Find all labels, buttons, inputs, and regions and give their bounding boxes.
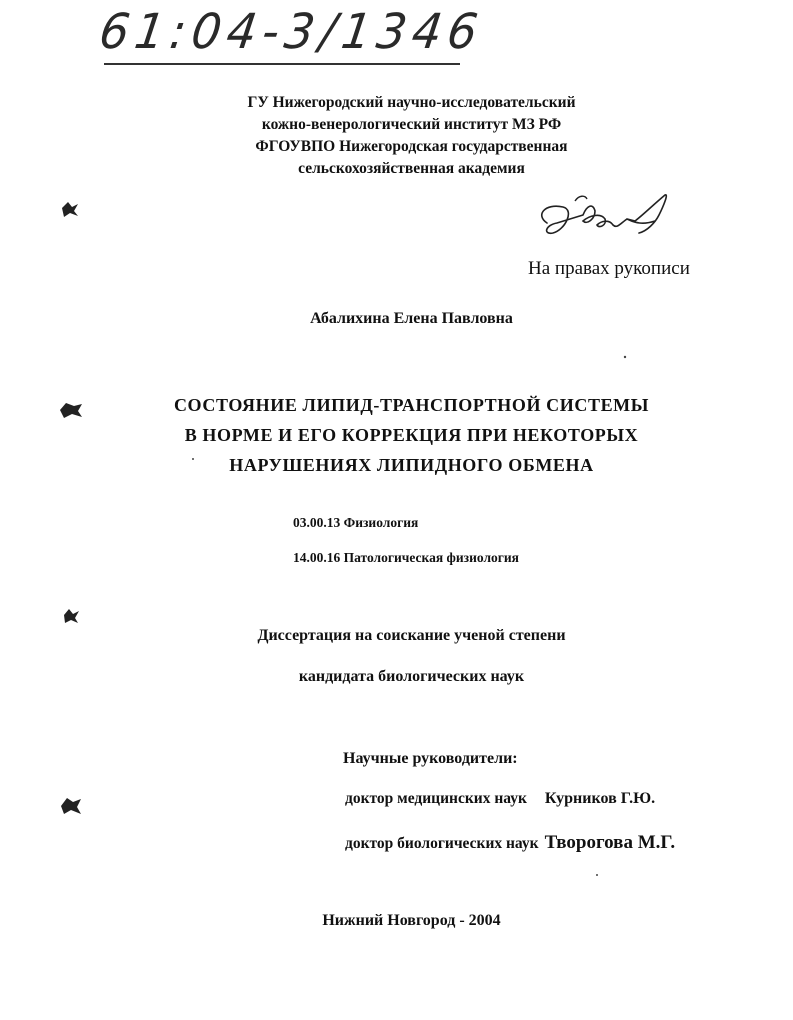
institution-line-2: кожно-венерологический институт МЗ РФ: [261, 116, 562, 133]
supervisor-1-name: Курников Г.Ю.: [544, 790, 656, 807]
archive-code-underline: [104, 63, 460, 65]
dissertation-degree-line-1: Диссертация на соискание ученой степени: [257, 627, 566, 644]
title-line-1: СОСТОЯНИЕ ЛИПИД-ТРАНСПОРТНОЙ СИСТЕМЫ: [173, 395, 650, 415]
scan-speck: [58, 400, 84, 420]
archive-code-handwritten: 61:04-3/1346: [96, 2, 487, 60]
supervisor-2-name: Творогова М.Г.: [544, 832, 676, 853]
scan-speck: [60, 606, 82, 626]
dissertation-degree-line-2: кандидата биологических наук: [298, 668, 525, 685]
institution-line-3: ФГОУВПО Нижегородская государственная: [255, 138, 568, 155]
specialty-physiology: 03.00.13 Физиология: [293, 515, 419, 530]
title-line-2: В НОРМЕ И ЕГО КОРРЕКЦИЯ ПРИ НЕКОТОРЫХ: [184, 425, 639, 445]
title-line-3: НАРУШЕНИЯХ ЛИПИДНОГО ОБМЕНА: [229, 455, 594, 475]
supervisor-2-degree: доктор биологических наук: [345, 835, 539, 852]
institution-line-1: ГУ Нижегородский научно-исследовательский: [247, 94, 576, 111]
manuscript-rights: На правах рукописи: [528, 258, 690, 279]
supervisors-label: Научные руководители:: [343, 750, 518, 767]
scan-speck: [58, 795, 84, 817]
scan-speck: [190, 456, 196, 462]
institution-block: [0, 92, 793, 180]
scan-speck: [622, 354, 628, 360]
supervisor-1-degree: доктор медицинских наук: [345, 790, 527, 807]
supervisor-2: [345, 832, 675, 854]
city-year: Нижний Новгород - 2004: [322, 912, 501, 929]
institution-line-4: сельскохозяйственная академия: [298, 160, 525, 177]
author-signature: [535, 185, 685, 250]
scan-speck: [594, 872, 600, 878]
scan-speck: [58, 198, 82, 220]
specialty-pathophysiology: 14.00.16 Патологическая физиология: [293, 550, 519, 565]
dissertation-title: [0, 390, 793, 480]
author-name: Абалихина Елена Павловна: [310, 310, 513, 327]
supervisor-1: [345, 790, 655, 808]
